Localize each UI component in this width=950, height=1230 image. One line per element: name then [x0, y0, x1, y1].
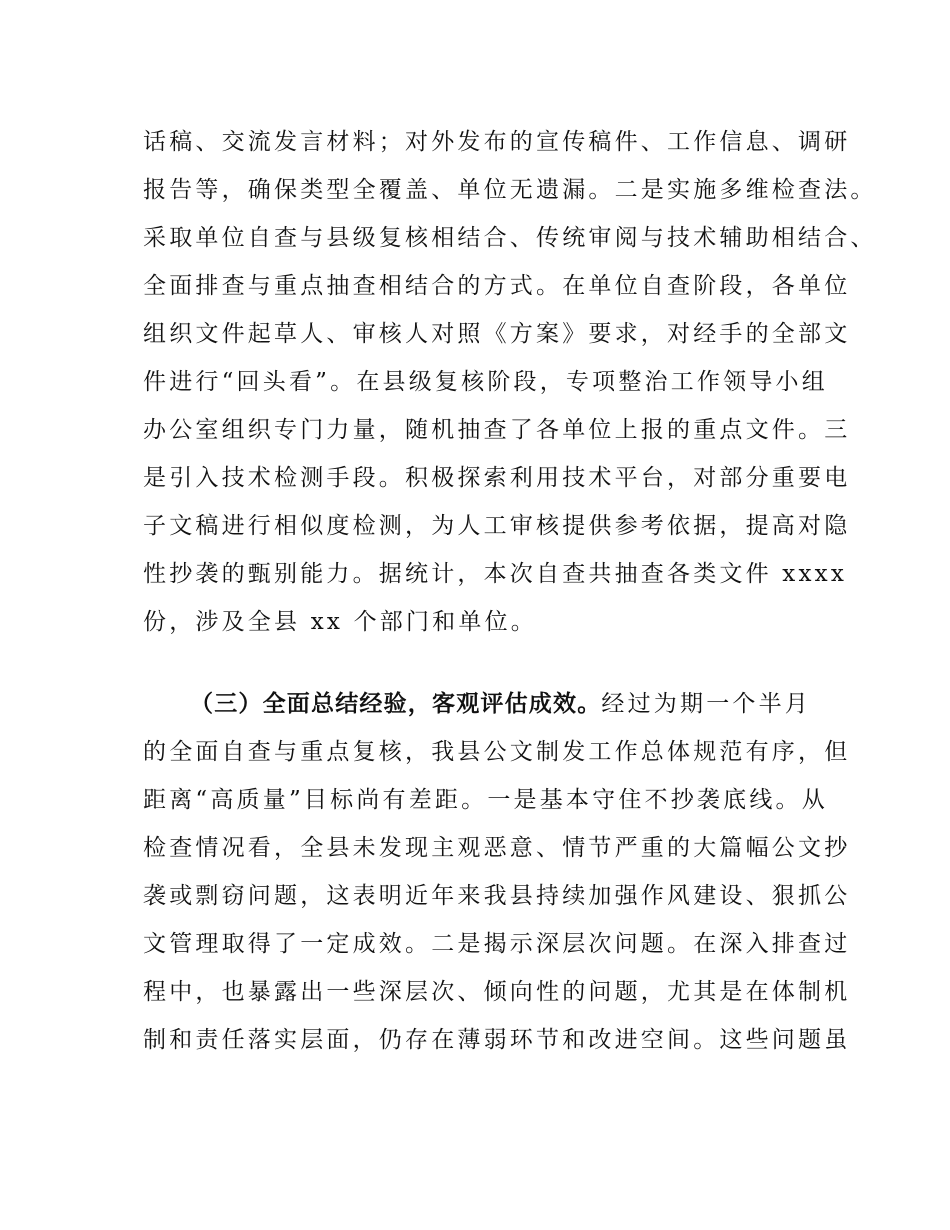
paragraph-line: 份，涉及全县 xx 个部门和单位。 [143, 609, 537, 635]
paragraph-line: 办公室组织专门力量，随机抽查了各单位上报的重点文件。三 [143, 417, 851, 443]
paragraph-line: 全面排查与重点抽查相结合的方式。在单位自查阶段，各单位 [143, 273, 851, 299]
paragraph-line: 件进行“回头看”。在县级复核阶段，专项整治工作领导小组 [143, 369, 828, 395]
paragraph-line: 制和责任落实层面，仍存在薄弱环节和改进空间。这些问题虽 [143, 1027, 851, 1053]
paragraph-line: 话稿、交流发言材料；对外发布的宣传稿件、工作信息、调研 [143, 129, 851, 155]
paragraph-line: 距离“高质量”目标尚有差距。一是基本守住不抄袭底线。从 [143, 787, 828, 813]
paragraph-line: 采取单位自查与县级复核相结合、传统审阅与技术辅助相结合、 [143, 225, 877, 251]
section-heading: （三）全面总结经验，客观评估成效。 [190, 691, 602, 717]
paragraph-line: 是引入技术检测手段。积极探索利用技术平台，对部分重要电 [143, 465, 851, 491]
paragraph-line: 报告等，确保类型全覆盖、单位无遗漏。二是实施多维检查法。 [143, 177, 877, 203]
paragraph-text: 经过为期一个半月 [601, 691, 812, 717]
paragraph-line: 子文稿进行相似度检测，为人工审核提供参考依据，提高对隐 [143, 513, 851, 539]
paragraph-line: 的全面自查与重点复核，我县公文制发工作总体规范有序，但 [143, 739, 851, 765]
paragraph-line: 程中，也暴露出一些深层次、倾向性的问题，尤其是在体制机 [143, 979, 851, 1005]
paragraph-line: 性抄袭的甄别能力。据统计，本次自查共抽查各类文件 xxxx [143, 561, 847, 587]
paragraph-line: 检查情况看，全县未发现主观恶意、情节严重的大篇幅公文抄 [143, 835, 851, 861]
paragraph-line: 组织文件起草人、审核人对照《方案》要求，对经手的全部文 [143, 321, 851, 347]
section-three-first-line [190, 689, 890, 719]
paragraph-line: 文管理取得了一定成效。二是揭示深层次问题。在深入排查过 [143, 931, 851, 957]
paragraph-line: 袭或剽窃问题，这表明近年来我县持续加强作风建设、狠抓公 [143, 883, 851, 909]
